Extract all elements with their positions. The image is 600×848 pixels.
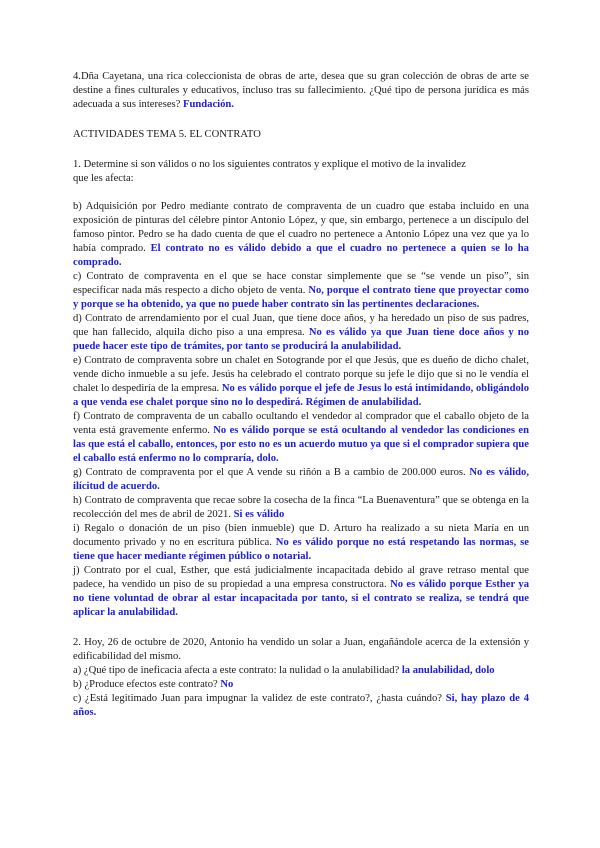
question-2-c-text: c) ¿Está legitimado Juan para impugnar la validez de este contrato?, ¿hasta cuándo? — [73, 693, 442, 704]
item-c — [73, 270, 529, 312]
item-c-answer: No, porque el contrato tiene que proyectar como y porque se ha obtenido, ya que no puede haber contrato sin las pertinentes declaraciones. — [73, 285, 529, 310]
item-b — [73, 200, 529, 270]
question-2-b-text: b) ¿Produce efectos este contrato? — [73, 679, 218, 690]
item-i — [73, 522, 529, 564]
question-2-c-answer: Si, hay plazo de 4 años. — [73, 693, 529, 718]
question-4-text: 4.Dña Cayetana, una rica coleccionista de obras de arte, desea que su gran colección de obras de arte se destine a fines culturales y educativos, incluso tras su fallecimiento. ¿Qué tipo de persona jurídica es más adecuada a sus intereses? — [73, 71, 529, 110]
item-h-text: h) Contrato de compraventa que recae sobre la cosecha de la finca “La Buenaventura” que se obtenga en la recolección del mes de abril de 2021. — [73, 495, 529, 520]
item-e-answer: No es válido porque el jefe de Jesus lo está intimidando, obligándolo a que venda ese chalet porque sino no lo despedirá. Régimen de anulabilidad. — [73, 383, 529, 408]
item-j-text: j) Contrato por el cual, Esther, que está judicialmente incapacitada debido al grave retraso mental que padece, ha vendido un piso de su propiedad a una empresa constructora. — [73, 565, 529, 590]
question-2-b-answer: No — [220, 679, 234, 690]
item-e-text: e) Contrato de compraventa sobre un chalet en Sotogrande por el que Jesús, que es dueño de dicho chalet, vende dicho inmueble a su jefe. Jesús ha celebrado el contrato porque su jefe le dijo que si no le vendía el chalet lo despediría de la empresa. — [73, 355, 529, 394]
item-i-text: i) Regalo o donación de un piso (bien inmueble) que D. Arturo ha realizado a su nieta María en un documento privado y no en escritura pública. — [73, 523, 529, 548]
item-b-text: b) Adquisición por Pedro mediante contrato de compraventa de un cuadro que estaba incluido en una exposición de pinturas del célebre pintor Antonio López, y que, sin embargo, pertenece a un discípulo del famoso pintor. Pedro se ha dado cuenta de que el cuadro no pertenece a Antonio López una vez que ya lo había comprado. — [73, 201, 529, 254]
question-2-a-answer: la anulabilidad, dolo — [401, 665, 495, 676]
question-2-a-text: a) ¿Qué tipo de ineficacia afecta a este contrato: la nulidad o la anulabilidad? — [73, 665, 400, 676]
item-d — [73, 312, 529, 354]
item-e — [73, 354, 529, 410]
item-g — [73, 466, 529, 494]
question-1-line-1: 1. Determine si son válidos o no los siguientes contratos y explique el motivo de la invalidez — [73, 159, 466, 170]
item-b-answer: El contrato no es válido debido a que el cuadro no pertenece a quien se lo ha comprado. — [73, 243, 529, 268]
item-h — [73, 494, 529, 522]
item-c-text: c) Contrato de compraventa en el que se hace constar simplemente que se “se vende un piso”, sin especificar nada más respecto a dicho objeto de venta. — [73, 271, 529, 296]
item-f-answer: No es válido porque se está ocultando al vendedor las condiciones en las que está el caballo, entonces, por esto no es un acuerdo mutuo ya que si el comprador supiera que el caballo está enfermo no lo compraría, dolo. — [73, 425, 529, 464]
item-d-answer: No es válido ya que Juan tiene doce años y no puede hacer este tipo de trámites, por tanto se producirá la anulabilidad. — [73, 327, 529, 352]
item-g-text: g) Contrato de compraventa por el que A vende su riñón a B a cambio de 200.000 euros. — [73, 467, 466, 478]
question-4-answer: Fundación. — [183, 99, 234, 110]
item-h-answer: Si es válido — [233, 509, 285, 520]
item-d-text: d) Contrato de arrendamiento por el cual Juan, que tiene doce años, y ha heredado un piso de sus padres, que han fallecido, alquila dicho piso a una empresa. — [73, 313, 529, 338]
document-page — [73, 70, 529, 720]
item-f — [73, 410, 529, 466]
item-j — [73, 564, 529, 620]
item-j-answer: No es válido porque Esther ya no tiene voluntad de obrar al estar incapacitada por tanto, si el contrato se realiza, se tendrá que aplicar la anulabilidad. — [73, 579, 529, 618]
question-2-b — [73, 678, 529, 692]
question-1-line-2: que les afecta: — [73, 173, 134, 184]
item-i-answer: No es válido porque no está respetando las normas, se tiene que hacer mediante régimen público o notarial. — [73, 537, 529, 562]
question-2-a — [73, 664, 529, 678]
question-2-intro: 2. Hoy, 26 de octubre de 2020, Antonio ha vendido un solar a Juan, engañándole acerca de la extensión y edificabilidad del mismo. — [73, 637, 529, 662]
section-title: ACTIVIDADES TEMA 5. EL CONTRATO — [73, 129, 261, 140]
item-g-answer: No es válido, ilícitud de acuerdo. — [73, 467, 529, 492]
question-2-c — [73, 692, 529, 720]
item-f-text: f) Contrato de compraventa de un caballo ocultando el vendedor al comprador que el caballo objeto de la venta está gravemente enfermo. — [73, 411, 529, 436]
question-4-paragraph — [73, 70, 529, 112]
